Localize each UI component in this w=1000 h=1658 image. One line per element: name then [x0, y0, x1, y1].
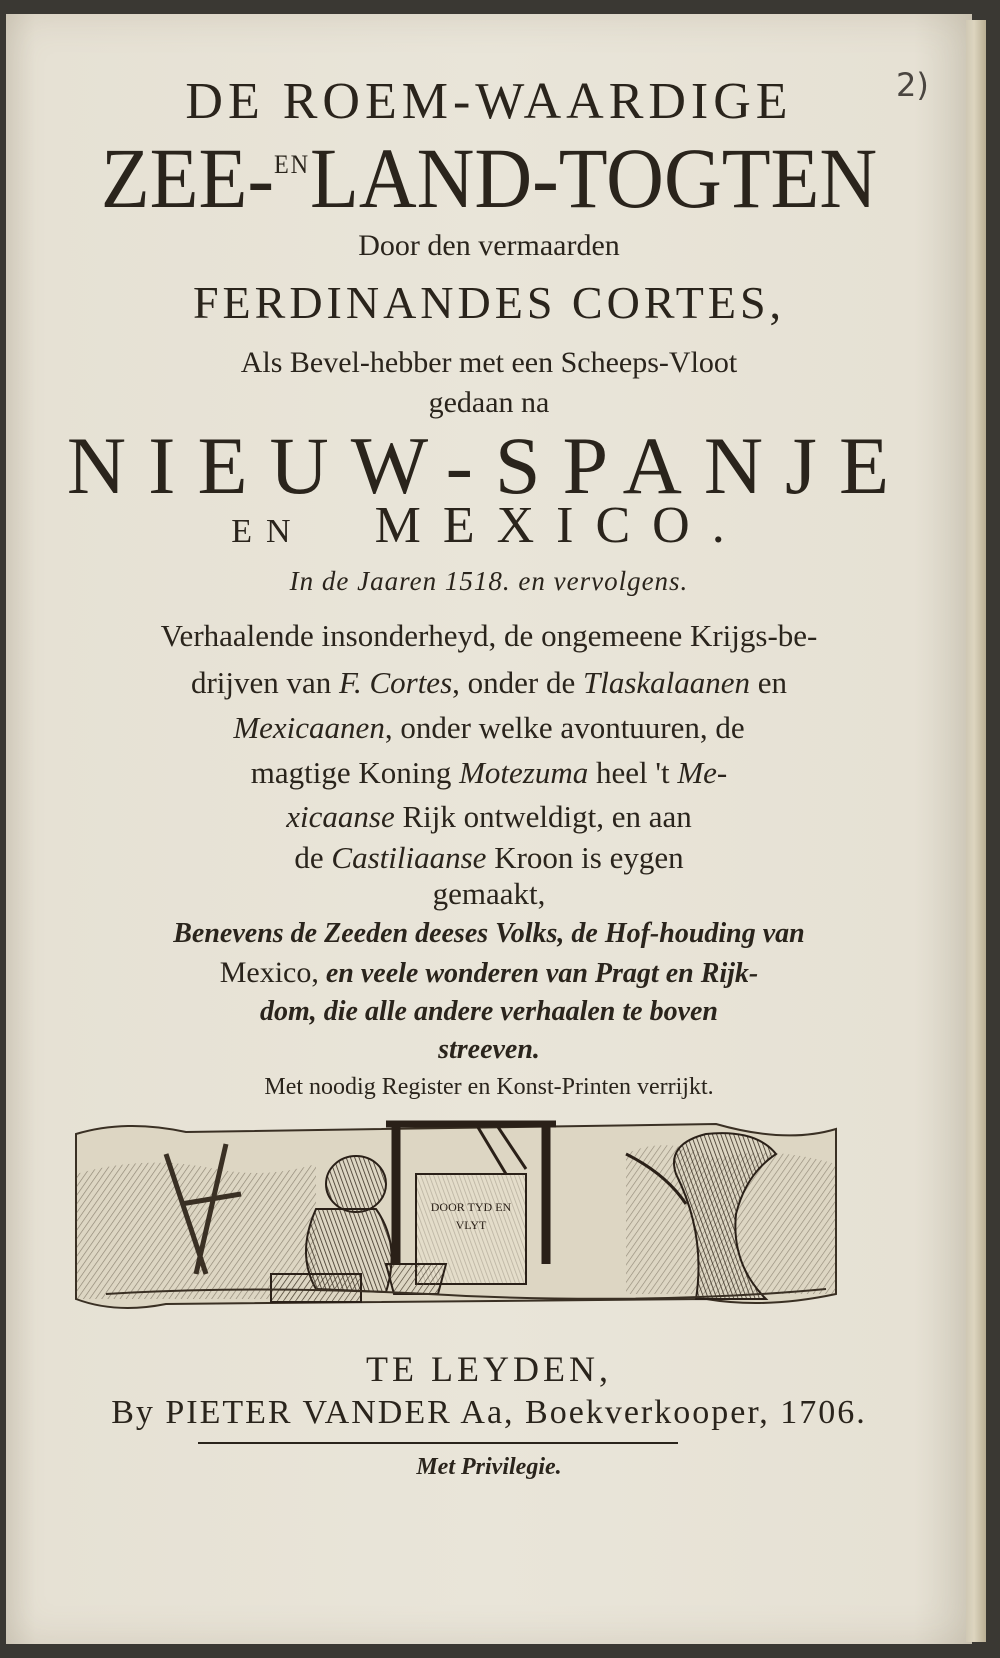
desc-line-10: dom, die alle andere verhaalen te boven [259, 996, 719, 1027]
desc-line-1: Verhaalende insonderheyd, de ongemeene Krijgs-be- [160, 618, 818, 653]
title-mexico: MEXICO. [374, 497, 747, 554]
desc-line-11: streeven. [438, 1034, 540, 1065]
desc-italic: F. Cortes [339, 665, 453, 700]
pencil-page-number: 2) [896, 66, 929, 104]
desc-line-7: gemaakt, [432, 876, 546, 911]
privilege-line: Met Privilegie. [416, 1454, 562, 1480]
desc-text: Mexico, [219, 956, 319, 989]
title-line-6: gedaan na [428, 386, 550, 419]
imprint-rule [198, 1442, 678, 1444]
title-en-small: EN [274, 150, 311, 179]
desc-text: heel 't [588, 755, 678, 790]
desc-line-6 [6, 840, 972, 876]
desc-text: Kroon is eygen [486, 840, 684, 875]
desc-text: magtige Koning [250, 755, 460, 790]
desc-text: Rijk ontweldigt, en aan [394, 799, 692, 834]
imprint-publisher: By PIETER VANDER Aa, Boekverkooper, 1706. [111, 1394, 867, 1431]
engraving-motto-2: VLYT [455, 1218, 487, 1232]
title-line-3: Door den vermaarden [358, 229, 620, 262]
desc-text: drijven van [190, 665, 340, 700]
desc-text: en [750, 665, 788, 700]
title-line-5: Als Bevel-hebber met een Scheeps-Vloot [240, 346, 738, 379]
desc-text: de [294, 840, 332, 875]
desc-italic: Tlaskalaanen [582, 665, 751, 700]
desc-text: , onder de [452, 665, 583, 700]
desc-line-3 [6, 710, 972, 746]
desc-text: , onder welke avontuuren, de [384, 710, 745, 745]
title-en: EN [231, 513, 305, 550]
title-line-mexico [6, 496, 972, 555]
desc-line-9 [6, 956, 972, 990]
engraving-motto-1: DOOR TYD EN [430, 1200, 512, 1214]
desc-line-8: Benevens de Zeeden deeses Volks, de Hof-houding van [173, 918, 805, 949]
desc-line-2 [6, 665, 972, 701]
title-line-years: In de Jaaren 1518. en vervolgens. [289, 566, 689, 596]
desc-italic: Castiliaanse [331, 840, 487, 875]
title-line-nieuw-spanje: NIEUW-SPANJE [66, 420, 912, 511]
title-line-cortes: FERDINANDES CORTES, [192, 277, 786, 328]
desc-italic: Me- [677, 755, 728, 790]
title-zee: ZEE- [100, 130, 275, 226]
register-line: Met noodig Register en Konst-Printen verrijkt. [264, 1074, 714, 1100]
desc-italic: en veele wonderen van Pragt en Rijk- [318, 958, 759, 989]
title-land-togten: LAND-TOGTEN [310, 130, 878, 226]
desc-italic: xicaanse [286, 799, 395, 834]
desc-italic: Mexicaanen [233, 710, 385, 745]
title-line-2 [40, 128, 938, 228]
title-page [6, 14, 972, 1644]
desc-italic: Motezuma [459, 755, 589, 790]
desc-line-4 [6, 755, 972, 791]
desc-line-5 [6, 799, 972, 835]
imprint-place: TE LEYDEN, [366, 1349, 612, 1389]
title-line-1: DE ROEM-WAARDIGE [185, 73, 793, 130]
page-edge [966, 20, 986, 1642]
engraving-vignette [66, 1114, 846, 1314]
